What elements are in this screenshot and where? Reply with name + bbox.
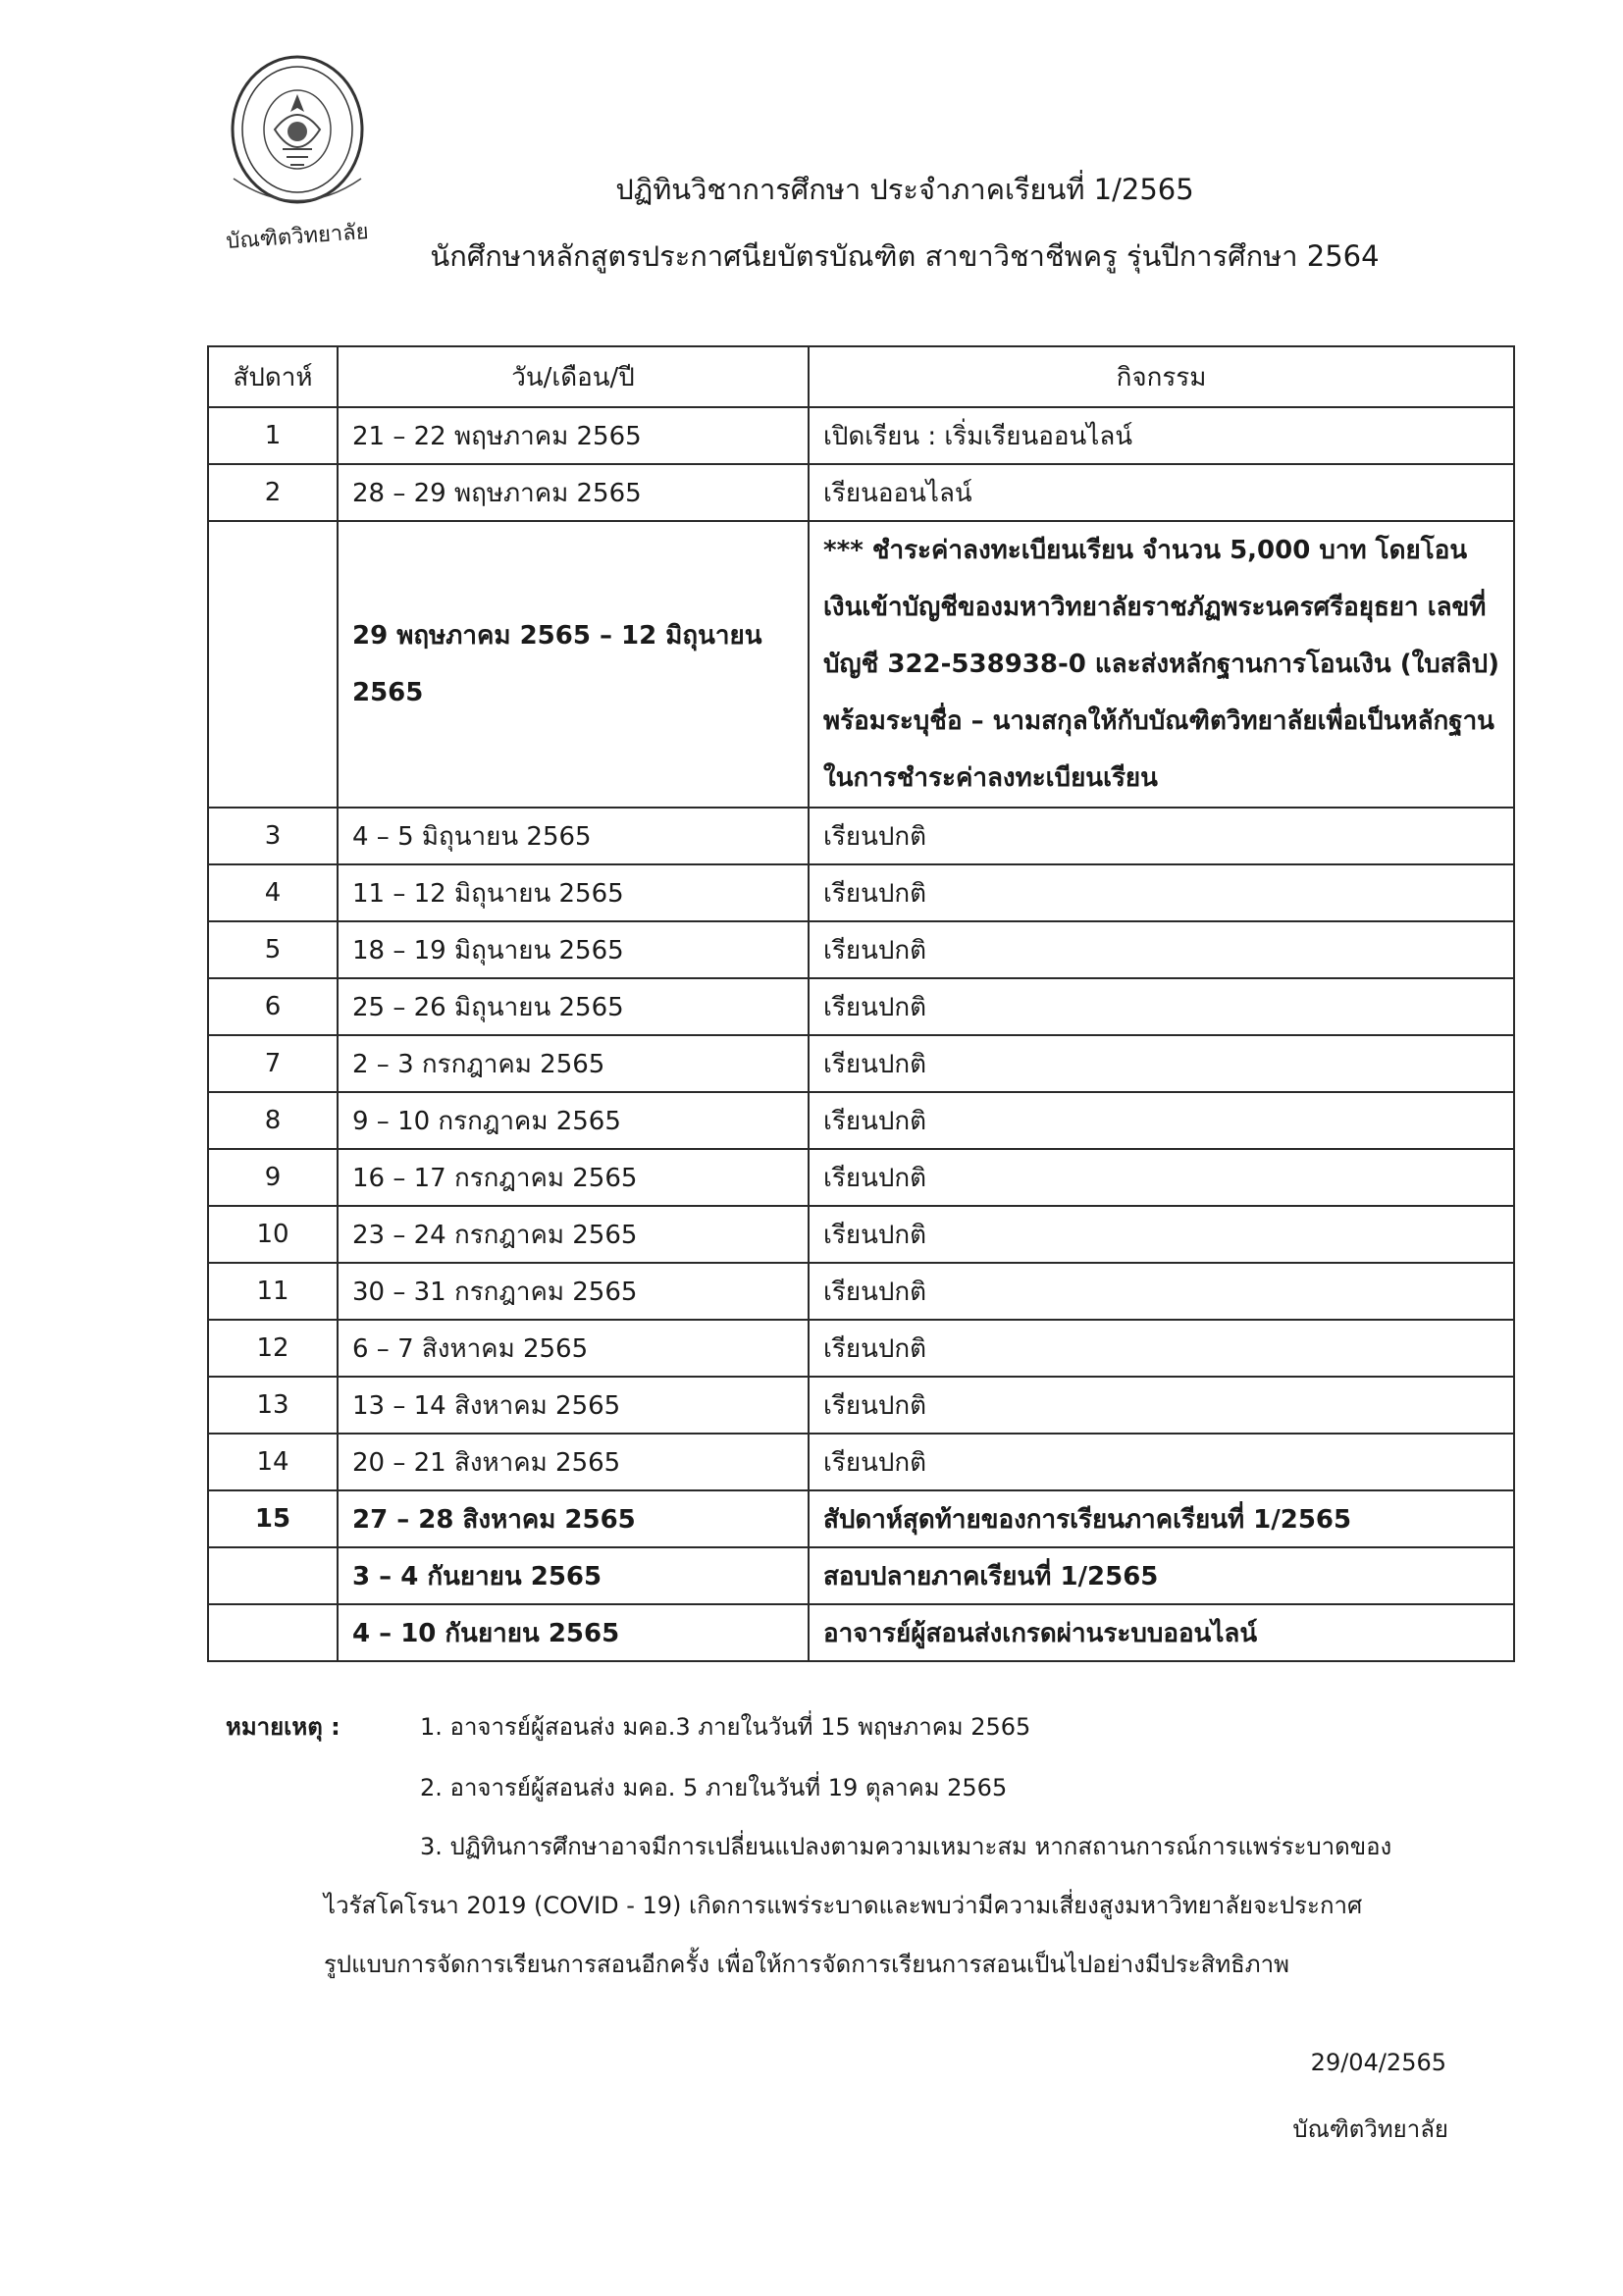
- activity-cell: เรียนปกติ: [809, 1377, 1514, 1434]
- date-cell: 16 – 17 กรกฎาคม 2565: [338, 1149, 809, 1206]
- activity-cell: เรียนปกติ: [809, 1320, 1514, 1377]
- table-row: [208, 1490, 1514, 1547]
- week-cell: 11: [208, 1263, 338, 1320]
- table-row: [208, 1263, 1514, 1320]
- date-cell: 21 – 22 พฤษภาคม 2565: [338, 407, 809, 464]
- week-cell: 14: [208, 1434, 338, 1490]
- academic-calendar-table: [207, 345, 1515, 1662]
- table-row: [208, 1547, 1514, 1604]
- activity-cell: เรียนปกติ: [809, 1092, 1514, 1149]
- table-row: [208, 1434, 1514, 1490]
- activity-cell: เรียนปกติ: [809, 1206, 1514, 1263]
- table-row: [208, 921, 1514, 978]
- activity-cell: สัปดาห์สุดท้ายของการเรียนภาคเรียนที่ 1/2565: [809, 1490, 1514, 1547]
- document-title: ปฏิทินวิชาการศึกษา ประจำภาคเรียนที่ 1/2565: [615, 173, 1194, 206]
- table-row: [208, 808, 1514, 864]
- week-cell: 2: [208, 464, 338, 521]
- activity-cell: เรียนปกติ: [809, 1035, 1514, 1092]
- activity-cell: เปิดเรียน : เริ่มเรียนออนไลน์: [809, 407, 1514, 464]
- table-row: [208, 1206, 1514, 1263]
- week-cell: 7: [208, 1035, 338, 1092]
- week-cell: 6: [208, 978, 338, 1035]
- date-cell: 18 – 19 มิถุนายน 2565: [338, 921, 809, 978]
- activity-cell: เรียนปกติ: [809, 1149, 1514, 1206]
- header-week: สัปดาห์: [208, 346, 338, 407]
- note-item-2: 2. อาจารย์ผู้สอนส่ง มคอ. 5 ภายในวันที่ 19 ตุลาคม 2565: [420, 1774, 1008, 1801]
- week-cell: 12: [208, 1320, 338, 1377]
- header-activity: กิจกรรม: [809, 346, 1514, 407]
- date-cell: 27 – 28 สิงหาคม 2565: [338, 1490, 809, 1547]
- date-cell: 13 – 14 สิงหาคม 2565: [338, 1377, 809, 1434]
- activity-cell: เรียนปกติ: [809, 808, 1514, 864]
- document-subtitle: นักศึกษาหลักสูตรประกาศนียบัตรบัณฑิต สาขาวิชาชีพครู รุ่นปีการศึกษา 2564: [430, 239, 1380, 273]
- date-cell: 3 – 4 กันยายน 2565: [338, 1547, 809, 1604]
- activity-cell: อาจารย์ผู้สอนส่งเกรดผ่านระบบออนไลน์: [809, 1604, 1514, 1661]
- week-cell: [208, 1547, 338, 1604]
- activity-cell: เรียนปกติ: [809, 978, 1514, 1035]
- activity-cell: สอบปลายภาคเรียนที่ 1/2565: [809, 1547, 1514, 1604]
- activity-cell: *** ชำระค่าลงทะเบียนเรียน จำนวน 5,000 บาท โดยโอนเงินเข้าบัญชีของมหาวิทยาลัยราชภัฏพระนครศรีอยุธยา เลขที่บัญชี 322-538938-0 และส่งหลักฐานการโอนเงิน (ใบสลิป) พร้อมระบุชื่อ – นามสกุลให้กับบัณฑิตวิทยาลัยเพื่อเป็นหลักฐานในการชำระค่าลงทะเบียนเรียน: [809, 521, 1514, 808]
- table-header-row: [208, 346, 1514, 407]
- issuing-office: บัณฑิตวิทยาลัย: [1292, 2115, 1448, 2143]
- week-cell: 4: [208, 864, 338, 921]
- date-cell: 29 พฤษภาคม 2565 – 12 มิถุนายน 2565: [338, 521, 809, 808]
- week-cell: 1: [208, 407, 338, 464]
- table-row: [208, 1035, 1514, 1092]
- table-row: [208, 407, 1514, 464]
- activity-cell: เรียนออนไลน์: [809, 464, 1514, 521]
- activity-cell: เรียนปกติ: [809, 1263, 1514, 1320]
- table-row: [208, 1604, 1514, 1661]
- date-cell: 20 – 21 สิงหาคม 2565: [338, 1434, 809, 1490]
- table-row: [208, 1320, 1514, 1377]
- week-cell: 3: [208, 808, 338, 864]
- note-item-1: 1. อาจารย์ผู้สอนส่ง มคอ.3 ภายในวันที่ 15 พฤษภาคม 2565: [420, 1713, 1031, 1741]
- date-cell: 25 – 26 มิถุนายน 2565: [338, 978, 809, 1035]
- date-cell: 6 – 7 สิงหาคม 2565: [338, 1320, 809, 1377]
- date-cell: 28 – 29 พฤษภาคม 2565: [338, 464, 809, 521]
- week-cell: 15: [208, 1490, 338, 1547]
- note-item-3-cont: ไวรัสโคโรนา 2019 (COVID - 19) เกิดการแพร่ระบาดและพบว่ามีความเสี่ยงสูงมหาวิทยาลัยจะประกาศ: [324, 1892, 1363, 1919]
- table-row: [208, 1377, 1514, 1434]
- date-cell: 2 – 3 กรกฎาคม 2565: [338, 1035, 809, 1092]
- table-row: [208, 1149, 1514, 1206]
- activity-cell: เรียนปกติ: [809, 921, 1514, 978]
- week-cell: 9: [208, 1149, 338, 1206]
- svg-text:บัณฑิตวิทยาลัย: บัณฑิตวิทยาลัย: [225, 219, 370, 255]
- week-cell: [208, 1604, 338, 1661]
- week-cell: 13: [208, 1377, 338, 1434]
- date-cell: 23 – 24 กรกฎาคม 2565: [338, 1206, 809, 1263]
- date-cell: 11 – 12 มิถุนายน 2565: [338, 864, 809, 921]
- table-row: [208, 864, 1514, 921]
- week-cell: 8: [208, 1092, 338, 1149]
- document-date: 29/04/2565: [1310, 2049, 1446, 2076]
- date-cell: 30 – 31 กรกฎาคม 2565: [338, 1263, 809, 1320]
- activity-cell: เรียนปกติ: [809, 1434, 1514, 1490]
- date-cell: 4 – 10 กันยายน 2565: [338, 1604, 809, 1661]
- date-cell: 4 – 5 มิถุนายน 2565: [338, 808, 809, 864]
- week-cell: 10: [208, 1206, 338, 1263]
- note-item-3: 3. ปฏิทินการศึกษาอาจมีการเปลี่ยนแปลงตามความเหมาะสม หากสถานการณ์การแพร่ระบาดของ: [420, 1833, 1392, 1860]
- week-cell: 5: [208, 921, 338, 978]
- table-row: [208, 978, 1514, 1035]
- notes-label: หมายเหตุ :: [226, 1713, 340, 1741]
- note-item-3-cont: รูปแบบการจัดการเรียนการสอนอีกครั้ง เพื่อให้การจัดการเรียนการสอนเป็นไปอย่างมีประสิทธิภาพ: [324, 1951, 1289, 1978]
- week-cell: [208, 521, 338, 808]
- university-seal: [214, 51, 381, 257]
- activity-cell: เรียนปกติ: [809, 864, 1514, 921]
- table-row: [208, 521, 1514, 808]
- date-cell: 9 – 10 กรกฎาคม 2565: [338, 1092, 809, 1149]
- header-date: วัน/เดือน/ปี: [338, 346, 809, 407]
- table-row: [208, 1092, 1514, 1149]
- table-row: [208, 464, 1514, 521]
